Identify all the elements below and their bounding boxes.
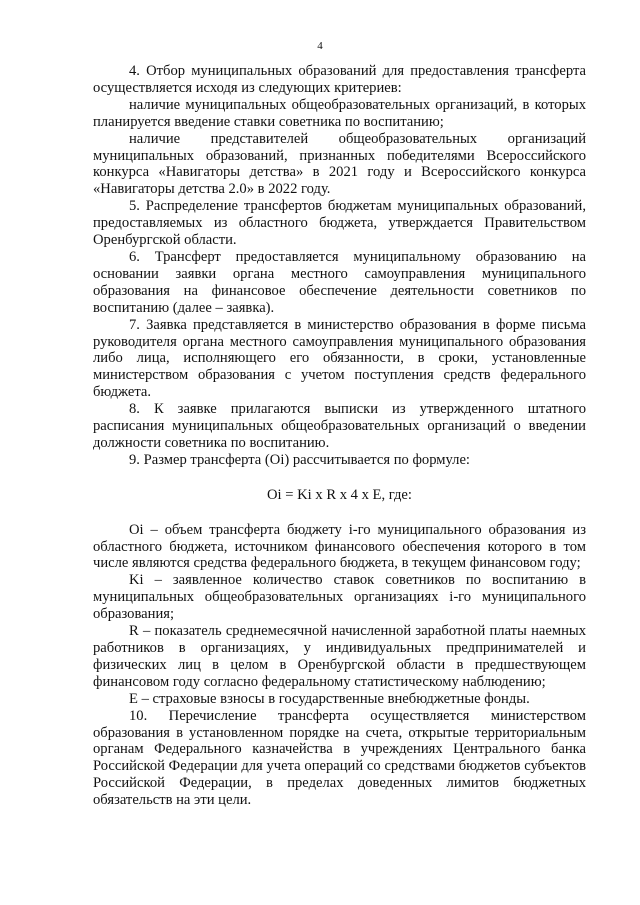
criterion-schools: наличие муниципальных общеобразовательных организаций, в которых планируется введение ставки советника по воспитанию;	[93, 96, 586, 130]
document-body	[93, 63, 586, 809]
definition-oi: Oi – объем трансферта бюджету i-го муниципального образования из областного бюджета, источником финансового обеспечения которого в том числе являются средства федерального бюджета, в текущем финансовом году;	[93, 521, 586, 572]
paragraph-application-basis: 6. Трансферт предоставляется муниципальному образованию на основании заявки органа местного самоуправления муниципального образования на финансовое обеспечение деятельности советников по воспитанию (далее – заявка).	[93, 248, 586, 316]
paragraph-application-form: 7. Заявка представляется в министерство образования в форме письма руководителя органа местного самоуправления муниципального образования либо лица, исполняющего его обязанности, в сроки, установленные министерством образования с учетом поступления средств федерального бюджета.	[93, 316, 586, 401]
definition-ki: Ki – заявленное количество ставок советников по воспитанию в муниципальных общеобразовательных организациях i-го муниципального образования;	[93, 572, 586, 623]
transfer-formula: Oi = Ki x R x 4 x E, где:	[267, 486, 412, 503]
paragraph-transfer-payment: 10. Перечисление трансферта осуществляется министерством образования в установленном порядке на счета, открытые территориальным органам Федерального казначейства в учреждениях Центрального банка Российской Федерации для учета операций со средствами бюджетов субъектов Российской Федерации, в пределах доведенных лимитов бюджетных обязательств на эти цели.	[93, 707, 586, 809]
page-number: 4	[317, 40, 323, 52]
definition-e: E – страховые взносы в государственные внебюджетные фонды.	[129, 690, 530, 707]
paragraph-formula-intro: 9. Размер трансферта (Oi) рассчитывается по формуле:	[129, 451, 470, 468]
criterion-contest-winners: наличие представителей общеобразовательных организаций муниципальных образований, признанных победителями Всероссийского конкурса «Навигаторы детства» в 2021 году и Всероссийского конкурса «Навигаторы детства 2.0» в 2022 году.	[93, 130, 586, 198]
definition-r: R – показатель среднемесячной начисленной заработной платы наемных работников в организациях, у индивидуальных предпринимателей и физических лиц в целом в Оренбургской области в предшествующем финансовом году согласно федеральному статистическому наблюдению;	[93, 623, 586, 690]
paragraph-attachments: 8. К заявке прилагаются выписки из утвержденного штатного расписания муниципальных общеобразовательных организаций о введении должности советника по воспитанию.	[93, 401, 586, 451]
paragraph-distribution: 5. Распределение трансфертов бюджетам муниципальных образований, предоставляемых из областного бюджета, утверждается Правительством Оренбургской области.	[93, 198, 586, 249]
paragraph-selection-criteria: 4. Отбор муниципальных образований для предоставления трансферта осуществляется исходя из следующих критериев:	[93, 63, 586, 96]
